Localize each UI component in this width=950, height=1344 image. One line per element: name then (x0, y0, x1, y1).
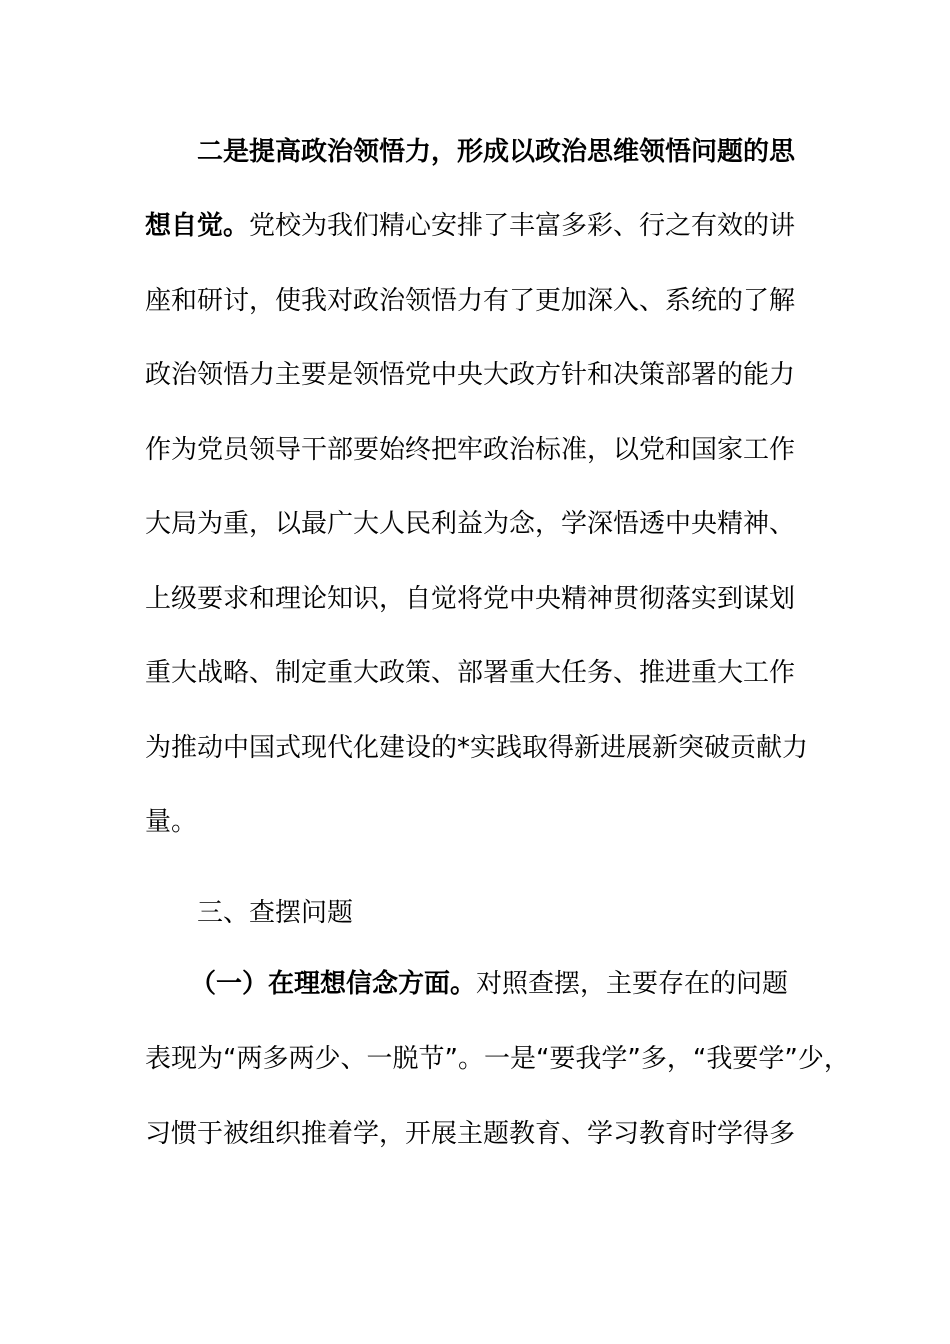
body-text: 习惯于被组织推着学，开展主题教育、学习教育时学得多 (145, 1119, 796, 1149)
body-text: 政治领悟力主要是领悟党中央大政方针和决策部署的能力 (145, 360, 796, 390)
paragraph-line (145, 433, 795, 467)
paragraph-line (145, 1117, 795, 1151)
heading-text: 三、查摆问题 (197, 898, 354, 928)
paragraph-line (145, 805, 197, 839)
bold-text: 想自觉。 (145, 211, 250, 241)
body-text: 量。 (145, 807, 198, 837)
paragraph-line (145, 209, 795, 243)
paragraph-line (197, 135, 795, 169)
body-text: 作为党员领导干部要始终把牢政治标准，以党和国家工作 (145, 435, 796, 465)
paragraph-line (190, 967, 788, 1001)
body-text: 重大战略、制定重大政策、部署重大任务、推进重大工作 (145, 658, 796, 688)
body-text: 党校为我们精心安排了丰富多彩、行之有效的讲 (249, 211, 796, 241)
body-text: 对照查摆，主要存在的问题 (476, 969, 789, 999)
bold-text: 二是提高政治领悟力，形成以政治思维领悟问题的思 (197, 137, 796, 167)
body-text: 大局为重，以最广大人民利益为念，学深悟透中央精神、 (145, 509, 796, 539)
paragraph-line (145, 507, 795, 541)
paragraph-line (145, 358, 795, 392)
body-text: 座和研讨，使我对政治领悟力有了更加深入、系统的了解 (145, 286, 796, 316)
body-text: 表现为“两多两少、一脱节”。一是“要我学”多，“我要学”少， (145, 1044, 850, 1074)
paragraph-line (145, 656, 795, 690)
paragraph-line (145, 731, 808, 765)
section-heading (197, 896, 353, 930)
body-text: 为推动中国式现代化建设的*实践取得新进展新突破贡献力 (145, 733, 809, 763)
paragraph-line (145, 284, 795, 318)
paragraph-line (145, 582, 795, 616)
paragraph-line (145, 1042, 850, 1076)
bold-text: （一）在理想信念方面。 (190, 969, 477, 999)
body-text: 上级要求和理论知识，自觉将党中央精神贯彻落实到谋划 (145, 584, 796, 614)
